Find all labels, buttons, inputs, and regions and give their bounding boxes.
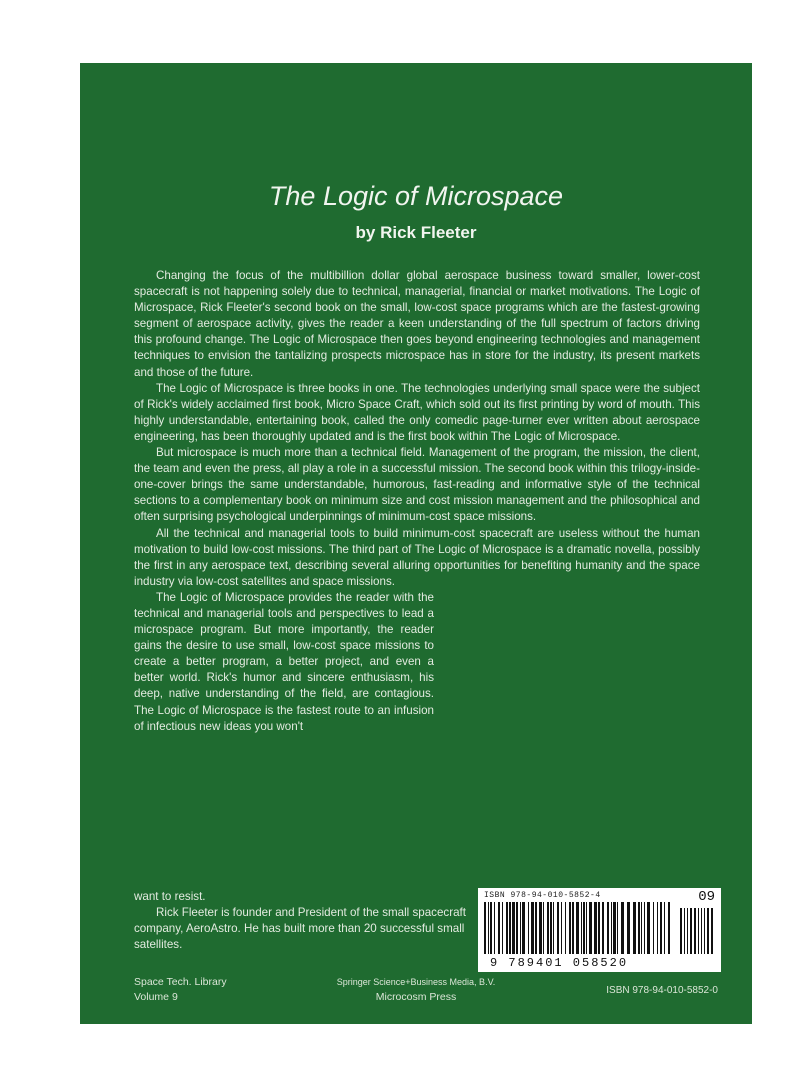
- barcode-bar: [617, 902, 618, 954]
- author-bio: [134, 889, 479, 953]
- barcode-bar: [531, 902, 534, 954]
- barcode-bar: [611, 902, 612, 954]
- book-back-cover: [80, 63, 752, 1024]
- blurb-paragraph: All the technical and managerial tools to build minimum-cost spacecraft are useless without the human motivation to build low-cost missions. The third part of The Logic of Microspace is a dramatic novella, possibly the first in any aerospace text, describing several alluring opportunities for benefiting humanity and the space industry via low-cost satellites and space missions.: [134, 526, 700, 588]
- barcode: [478, 888, 721, 972]
- barcode-bar: [547, 902, 549, 954]
- barcode-addon: 09: [698, 889, 715, 905]
- barcode-bar: [488, 902, 489, 954]
- barcode-bar: [572, 902, 574, 954]
- barcode-addon-bar: [707, 908, 709, 954]
- barcode-bar: [516, 902, 518, 954]
- barcode-bar: [557, 902, 559, 954]
- blurb-paragraph: But microspace is much more than a technical field. Management of the program, the mission, the client, the team and even the press, all play a role in a successful mission. The second book within this trilogy-inside-one-cover brings the same understandable, humorous, fast-reading and informative style of the technical sections to a complementary book on minimum size and cost mission management and the philosophical and often surprising psychological underpinnings of minimum-cost space missions.: [134, 446, 700, 524]
- barcode-bar: [502, 902, 503, 954]
- barcode-bar: [569, 902, 571, 954]
- barcode-bar: [565, 902, 566, 954]
- series-name: Space Tech. Library: [134, 976, 227, 988]
- barcode-bar: [550, 902, 552, 954]
- author-bio-text: Rick Fleeter is founder and President of the small spacecraft company, AeroAstro. He has built more than 20 successful small satellites.: [134, 906, 466, 952]
- barcode-addon-bar: [701, 908, 702, 954]
- barcode-bar: [490, 902, 492, 954]
- barcode-bar: [589, 902, 592, 954]
- barcode-bar: [506, 902, 508, 954]
- blurb-paragraph: The Logic of Microspace provides the reader with the technical and managerial tools and perspectives to lead a microspace program. But more importantly, the reader gains the desire to use small, low-cost space missions to create a better program, a better project, and even a better world. Rick's humor and sincere enthusiasm, his deep, native understanding of the field, are contagious. The Logic of Microspace is the fastest route to an infusion of infectious new ideas you won't: [134, 590, 434, 733]
- barcode-bar: [657, 902, 658, 954]
- book-title: The Logic of Microspace: [268, 181, 564, 211]
- cover-blurb: [134, 268, 700, 735]
- barcode-addon-bar: [694, 908, 696, 954]
- barcode-bar: [621, 902, 624, 954]
- barcode-digits: 9 789401 058520: [490, 956, 629, 970]
- barcode-addon-bar: [711, 908, 713, 954]
- barcode-bar: [644, 902, 645, 954]
- barcode-bar: [633, 902, 636, 954]
- barcode-bar: [484, 902, 486, 954]
- barcode-bar: [598, 902, 600, 954]
- blurb-paragraph: Changing the focus of the multibillion dollar global aerospace business toward smaller, lower-cost spacecraft is not happening solely due to technical, managerial, financial or market motivations. The Logic of Microspace, Rick Fleeter's second book on the small, low-cost space programs which are the fastest-growing segment of aerospace activity, gives the reader a keen understanding of the full spectrum of factors driving this profound change. The Logic of Microspace then goes beyond engineering technologies and management techniques to envision the tantalizing prospects microspace has in store for the industry, its present markets and those of the future.: [134, 269, 700, 379]
- barcode-bar: [520, 902, 521, 954]
- barcode-bar: [581, 902, 582, 954]
- barcode-addon-bar: [704, 908, 705, 954]
- barcode-bar: [660, 902, 662, 954]
- barcode-bar: [668, 902, 670, 954]
- barcode-bars: [484, 902, 715, 956]
- barcode-bar: [576, 902, 579, 954]
- barcode-bar: [664, 902, 665, 954]
- barcode-bar: [653, 902, 654, 954]
- barcode-addon-bar: [698, 908, 699, 954]
- barcode-addon-bar: [684, 908, 685, 954]
- barcode-bar: [586, 902, 587, 954]
- blurb-paragraph: The Logic of Microspace is three books in one. The technologies underlying small space were the subject of Rick's widely acclaimed first book, Micro Space Craft, which sold out its first printing by word of mouth. This highly understandable, entertaining book, called the only comedic page-turner ever written about aerospace engineering, has been thoroughly updated and is the first book within The Logic of Microspace.: [134, 381, 700, 443]
- barcode-bar: [627, 902, 630, 954]
- barcode-bar: [498, 902, 500, 954]
- barcode-bar: [613, 902, 616, 954]
- barcode-bar: [509, 902, 511, 954]
- publisher-name: Springer Science+Business Media, B.V.: [336, 977, 496, 987]
- barcode-bar: [543, 902, 544, 954]
- barcode-addon-bar: [687, 908, 688, 954]
- barcode-bar: [594, 902, 597, 954]
- barcode-bar: [535, 902, 537, 954]
- publisher-imprint: Microcosm Press: [375, 991, 457, 1003]
- book-author: by Rick Fleeter: [355, 223, 477, 242]
- isbn-footer: ISBN 978-94-010-5852-0: [606, 985, 718, 996]
- barcode-bar: [539, 902, 542, 954]
- barcode-bar: [522, 902, 525, 954]
- barcode-bar: [553, 902, 554, 954]
- barcode-isbn-text: ISBN 978-94-010-5852-4: [484, 891, 601, 900]
- barcode-addon-bar: [690, 908, 692, 954]
- barcode-bar: [494, 902, 495, 954]
- barcode-bar: [602, 902, 604, 954]
- barcode-bar: [638, 902, 640, 954]
- series-volume: Volume 9: [134, 991, 178, 1003]
- barcode-bar: [528, 902, 529, 954]
- blurb-paragraph-tail: want to resist.: [134, 890, 206, 903]
- barcode-bar: [647, 902, 650, 954]
- barcode-bar: [607, 902, 609, 954]
- barcode-bar: [641, 902, 642, 954]
- barcode-bar: [583, 902, 585, 954]
- barcode-bar: [512, 902, 515, 954]
- barcode-addon-bar: [680, 908, 682, 954]
- barcode-bar: [561, 902, 562, 954]
